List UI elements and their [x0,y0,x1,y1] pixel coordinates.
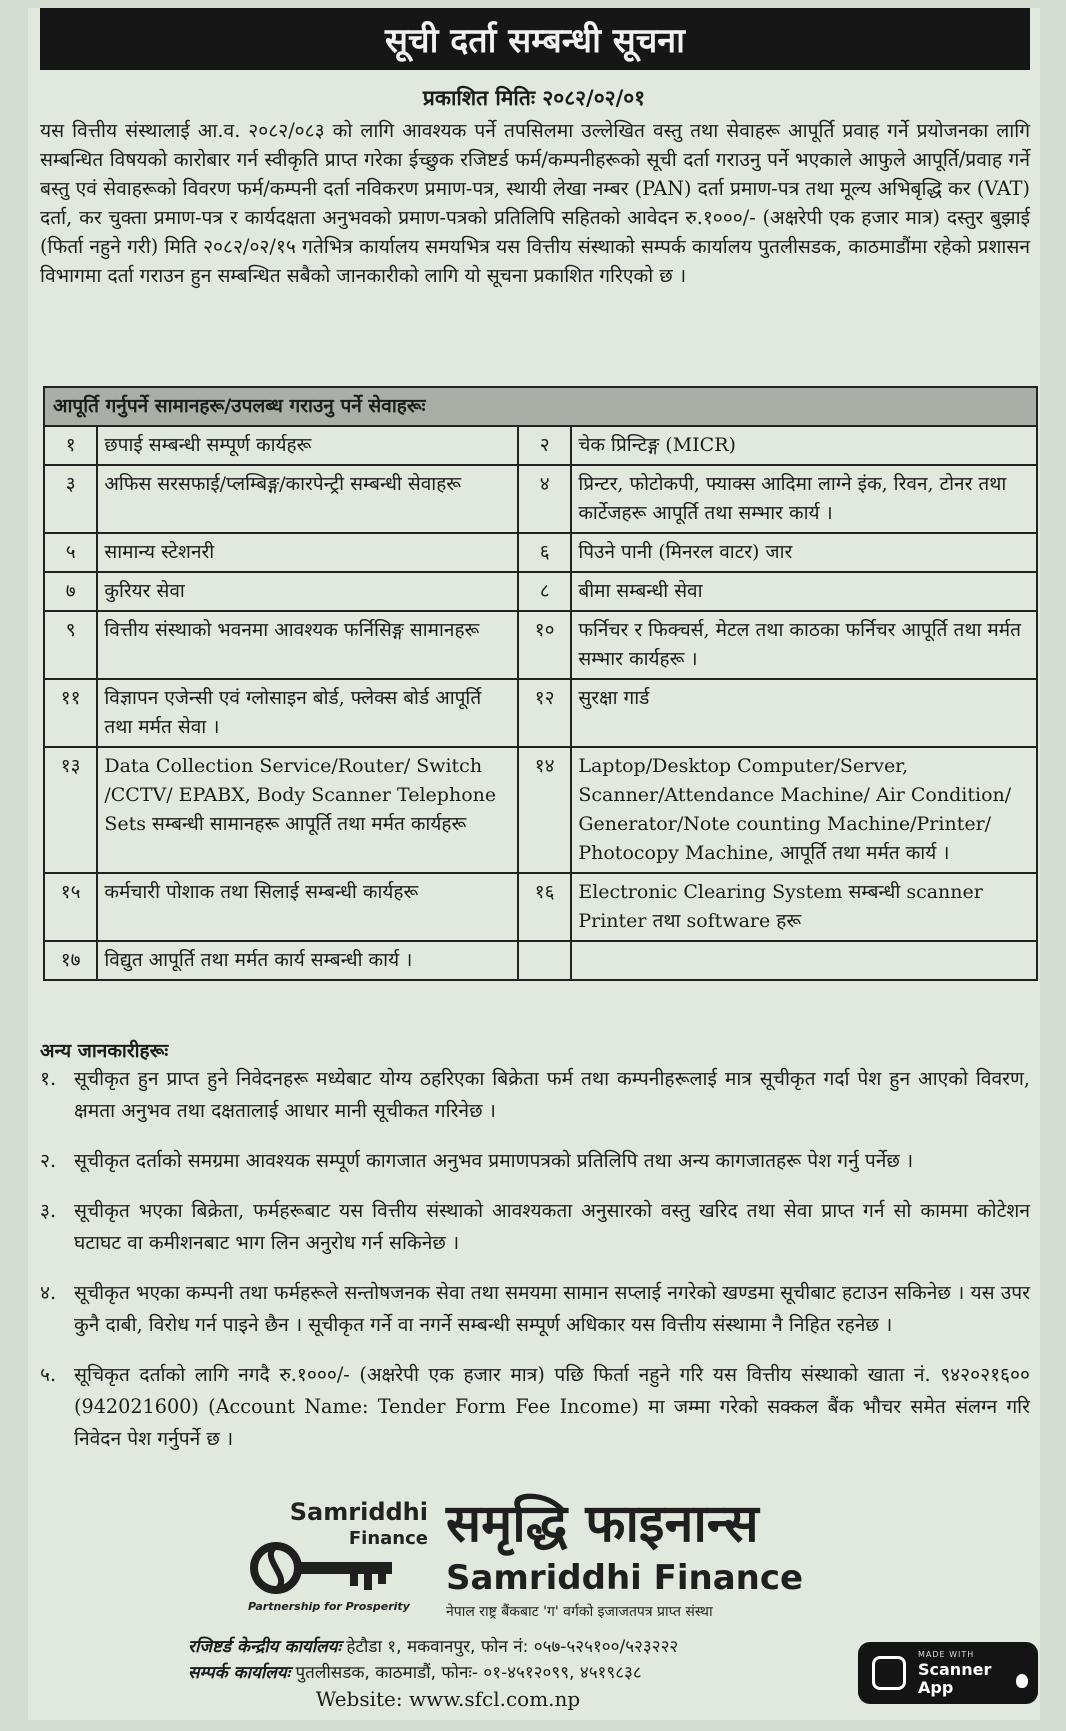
item-text: कुरियर सेवा [97,572,518,611]
item-number: ५ [44,533,97,572]
table-heading: आपूर्ति गर्नुपर्ने सामानहरू/उपलब्ध गराउनु पर्ने सेवाहरूः [44,387,1037,426]
intro-paragraph: यस वित्तीय संस्थालाई आ.व. २०८२/०८३ को लागि आवश्यक पर्ने तपसिलमा उल्लेखित वस्तु तथा सेवाहरू आपूर्ति प्रवाह गर्ने प्रयोजनका लागि सम्बन्धित विषयको कारोबार गर्न स्वीकृति प्राप्त गरेका ईच्छुक रजिष्टर्ड फर्म/कम्पनीहरूको सूची दर्ता गराउनु पर्ने भएकाले आफुले आपूर्ति/प्रवाह गर्ने बस्तु एवं सेवाहरूको विवरण फर्म/कम्पनी दर्ता नविकरण प्रमाण-पत्र, स्थायी लेखा नम्बर (PAN) दर्ता प्रमाण-पत्र तथा मूल्य अभिबृद्धि कर (VAT) दर्ता, कर चुक्ता प्रमाण-पत्र र कार्यदक्षता अनुभवको प्रमाण-पत्रको प्रतिलिपि सहितको आवेदन रु.१०००/- (अक्षरेपी एक हजार मात्र) दस्तुर बुझाई (फिर्ता नहुने गरी) मिति २०८२/०२/१५ गतेभित्र कार्यालय समयभित्र यस वित्तीय संस्थाको सम्पर्क कार्यालय पुतलीसडक, काठमाडौंमा रहेको प्रशासन विभागमा दर्ता गराउन हुन सम्बन्धित सबैको जानकारीको लागि यो सूचना प्रकाशित गरिएको छ । [40,119,1030,287]
list-text: सूचीकृत भएका कम्पनी तथा फर्महरूले सन्तोषजनक सेवा तथा समयमा सामान सप्लाई नगरेको खण्डमा सूचीबाट हटाउन सकिनेछ । यस उपर कुनै दाबी, विरोध गर्न पाइने छैन । सूचीकृत गर्ने वा नगर्ने सम्बन्धी सम्पूर्ण अधिकार यस वित्तीय संस्थामा नै निहित रहनेछ । [74,1281,1030,1336]
registered-office [188,1634,678,1657]
item-text: सुरक्षा गार्ड [571,679,1037,747]
item-text: Laptop/Desktop Computer/Server, Scanner/Attendance Machine/ Air Condition/ Generator/Note counting Machine/Printer/ Photocopy Machine, आपूर्ति तथा मर्मत कार्य । [571,747,1037,873]
logo-tagline: Partnership for Prosperity [248,1600,410,1613]
item-number [518,941,571,980]
item-text: बीमा सम्बन्धी सेवा [571,572,1037,611]
item-number: ३ [44,465,97,533]
item-text: अफिस सरसफाई/प्लम्बिङ्ग/कारपेन्ट्री सम्बन्धी सेवाहरू [97,465,518,533]
item-number: १६ [518,873,571,941]
list-number: ४. [40,1281,57,1304]
contact-office-label: सम्पर्क कार्यालयः [188,1663,291,1683]
table-row [44,611,1037,679]
item-text: कर्मचारी पोशाक तथा सिलाई सम्बन्धी कार्यहरू [97,873,518,941]
table-row [44,679,1037,747]
contact-office [188,1660,642,1683]
item-text [571,941,1037,980]
registered-office-value: हेटौडा १, मकवानपुर, फोन नं: ०५७-५२५१००/५२३२२२ [346,1637,679,1657]
table-row [44,873,1037,941]
table-heading-row [44,387,1037,426]
item-text: विद्युत आपूर्ति तथा मर्मत कार्य सम्बन्धी कार्य । [97,941,518,980]
items-table [43,386,1038,981]
published-date: प्रकाशित मितिः २०८२/०२/०१ [422,86,646,110]
item-number: ८ [518,572,571,611]
logo-subname: Finance [348,1528,428,1549]
notice-page [28,8,1040,1720]
item-text: छपाई सम्बन्धी सम्पूर्ण कार्यहरू [97,426,518,465]
item-text: प्रिन्टर, फोटोकपी, फ्याक्स आदिमा लाग्ने इंक, रिवन, टोनर तथा कार्टेजहरू आपूर्ति तथा सम्भार कार्य । [571,465,1037,533]
app-label: App [918,1678,954,1697]
item-text: सामान्य स्टेशनरी [97,533,518,572]
item-number: ७ [44,572,97,611]
other-info-list [40,1063,1030,1473]
list-number: ५. [40,1363,57,1386]
table-row [44,572,1037,611]
list-text: सूचीकृत भएका बिक्रेता, फर्महरूबाट यस वित्तीय संस्थाको आवश्यकता अनुसारको वस्तु खरिद तथा सेवा प्राप्त गर्न सो काममा कोटेशन घटाघट वा कमीशनबाट भाग लिन अनुरोध गर्न सकिनेछ । [74,1199,1030,1254]
item-number: १० [518,611,571,679]
item-number: १७ [44,941,97,980]
item-number: १२ [518,679,571,747]
item-text: विज्ञापन एजेन्सी एवं ग्लोसाइन बोर्ड, फ्लेक्स बोर्ड आपूर्ति तथा मर्मत सेवा । [97,679,518,747]
samriddhi-logo [248,1498,428,1628]
logo-name: Samriddhi [289,1498,428,1526]
scanner-app-icon [872,1656,906,1690]
table-row [44,465,1037,533]
scanner-label: Scanner [918,1660,992,1679]
list-text: सूचिकृत दर्ताको लागि नगदै रु.१०००/- (अक्षरेपी एक हजार मात्र) पछि फिर्ता नहुने गरि यस वित्तीय संस्थाको खाता नं. ९४२०२१६०० (942021600) (Account Name: Tender Form Fee Income) मा जम्मा गरेको सक्कल बैंक भौचर समेत संलग्न गरि निवेदन पेश गर्नुपर्ने छ । [74,1363,1030,1450]
list-item [40,1277,1030,1341]
list-number: १. [40,1067,57,1090]
list-text: सूचीकृत हुन प्राप्त हुने निवेदनहरू मध्येबाट योग्य ठहरिएका बिक्रेता फर्म तथा कम्पनीहरूलाई मात्र सूचीकृत गर्दा पेश हुन आएको विवरण, क्षमता अनुभव तथा दक्षतालाई आधार मानी सूचीकत गरिनेछ । [74,1067,1030,1122]
item-number: ६ [518,533,571,572]
list-item [40,1195,1030,1259]
notice-title: सूची दर्ता सम्बन्धी सूचना [40,8,1030,70]
made-with-label: MADE WITH [918,1650,975,1659]
registered-office-label: रजिष्टर्ड केन्द्रीय कार्यालयः [188,1637,341,1657]
table-row [44,426,1037,465]
list-number: ३. [40,1199,57,1222]
item-text: पिउने पानी (मिनरल वाटर) जार [571,533,1037,572]
list-text: सूचीकृत दर्ताको समग्रमा आवश्यक सम्पूर्ण कागजात अनुभव प्रमाणपत्रको प्रतिलिपि तथा अन्य कागजातहरू पेश गर्नु पर्नेछ । [74,1149,914,1172]
website-link: Website: www.sfcl.com.np [315,1687,581,1711]
list-number: २. [40,1149,57,1172]
other-info-title: अन्य जानकारीहरूः [40,1040,169,1062]
table-row [44,747,1037,873]
list-item [40,1063,1030,1127]
item-number: १४ [518,747,571,873]
item-text: चेक प्रिन्टिङ्ग (MICR) [571,426,1037,465]
item-text: Electronic Clearing System सम्बन्धी scanner Printer तथा software हरू [571,873,1037,941]
brand-subtitle: नेपाल राष्ट्र बैंकबाट 'ग' वर्गको इजाजतपत्र प्राप्त संस्था [446,1604,713,1620]
brand-name-english: Samriddhi Finance [446,1558,804,1598]
brand-name-nepali: समृद्धि फाइनान्स [446,1494,759,1554]
item-number: ४ [518,465,571,533]
item-number: १३ [44,747,97,873]
contact-office-value: पुतलीसडक, काठमाडौं, फोनः- ०१-४५१२०९९, ४५१९८३८ [295,1663,642,1683]
item-text: वित्तीय संस्थाको भवनमा आवश्यक फर्निसिङ्ग सामानहरू [97,611,518,679]
item-number: ११ [44,679,97,747]
scanner-app-badge [858,1642,1038,1704]
item-number: १५ [44,873,97,941]
list-item [40,1359,1030,1455]
item-text: Data Collection Service/Router/ Switch /CCTV/ EPABX, Body Scanner Telephone Sets सम्बन्धी सामानहरू आपूर्ति तथा मर्मत कार्यहरू [97,747,518,873]
table-row [44,533,1037,572]
apple-icon [1016,1674,1028,1688]
item-text: फर्निचर र फिक्चर्स, मेटल तथा काठका फर्निचर आपूर्ति तथा मर्मत सम्भार कार्यहरू । [571,611,1037,679]
item-number: १ [44,426,97,465]
table-row [44,941,1037,980]
list-item [40,1145,1030,1177]
item-number: ९ [44,611,97,679]
item-number: २ [518,426,571,465]
key-logo-icon [250,1540,400,1596]
